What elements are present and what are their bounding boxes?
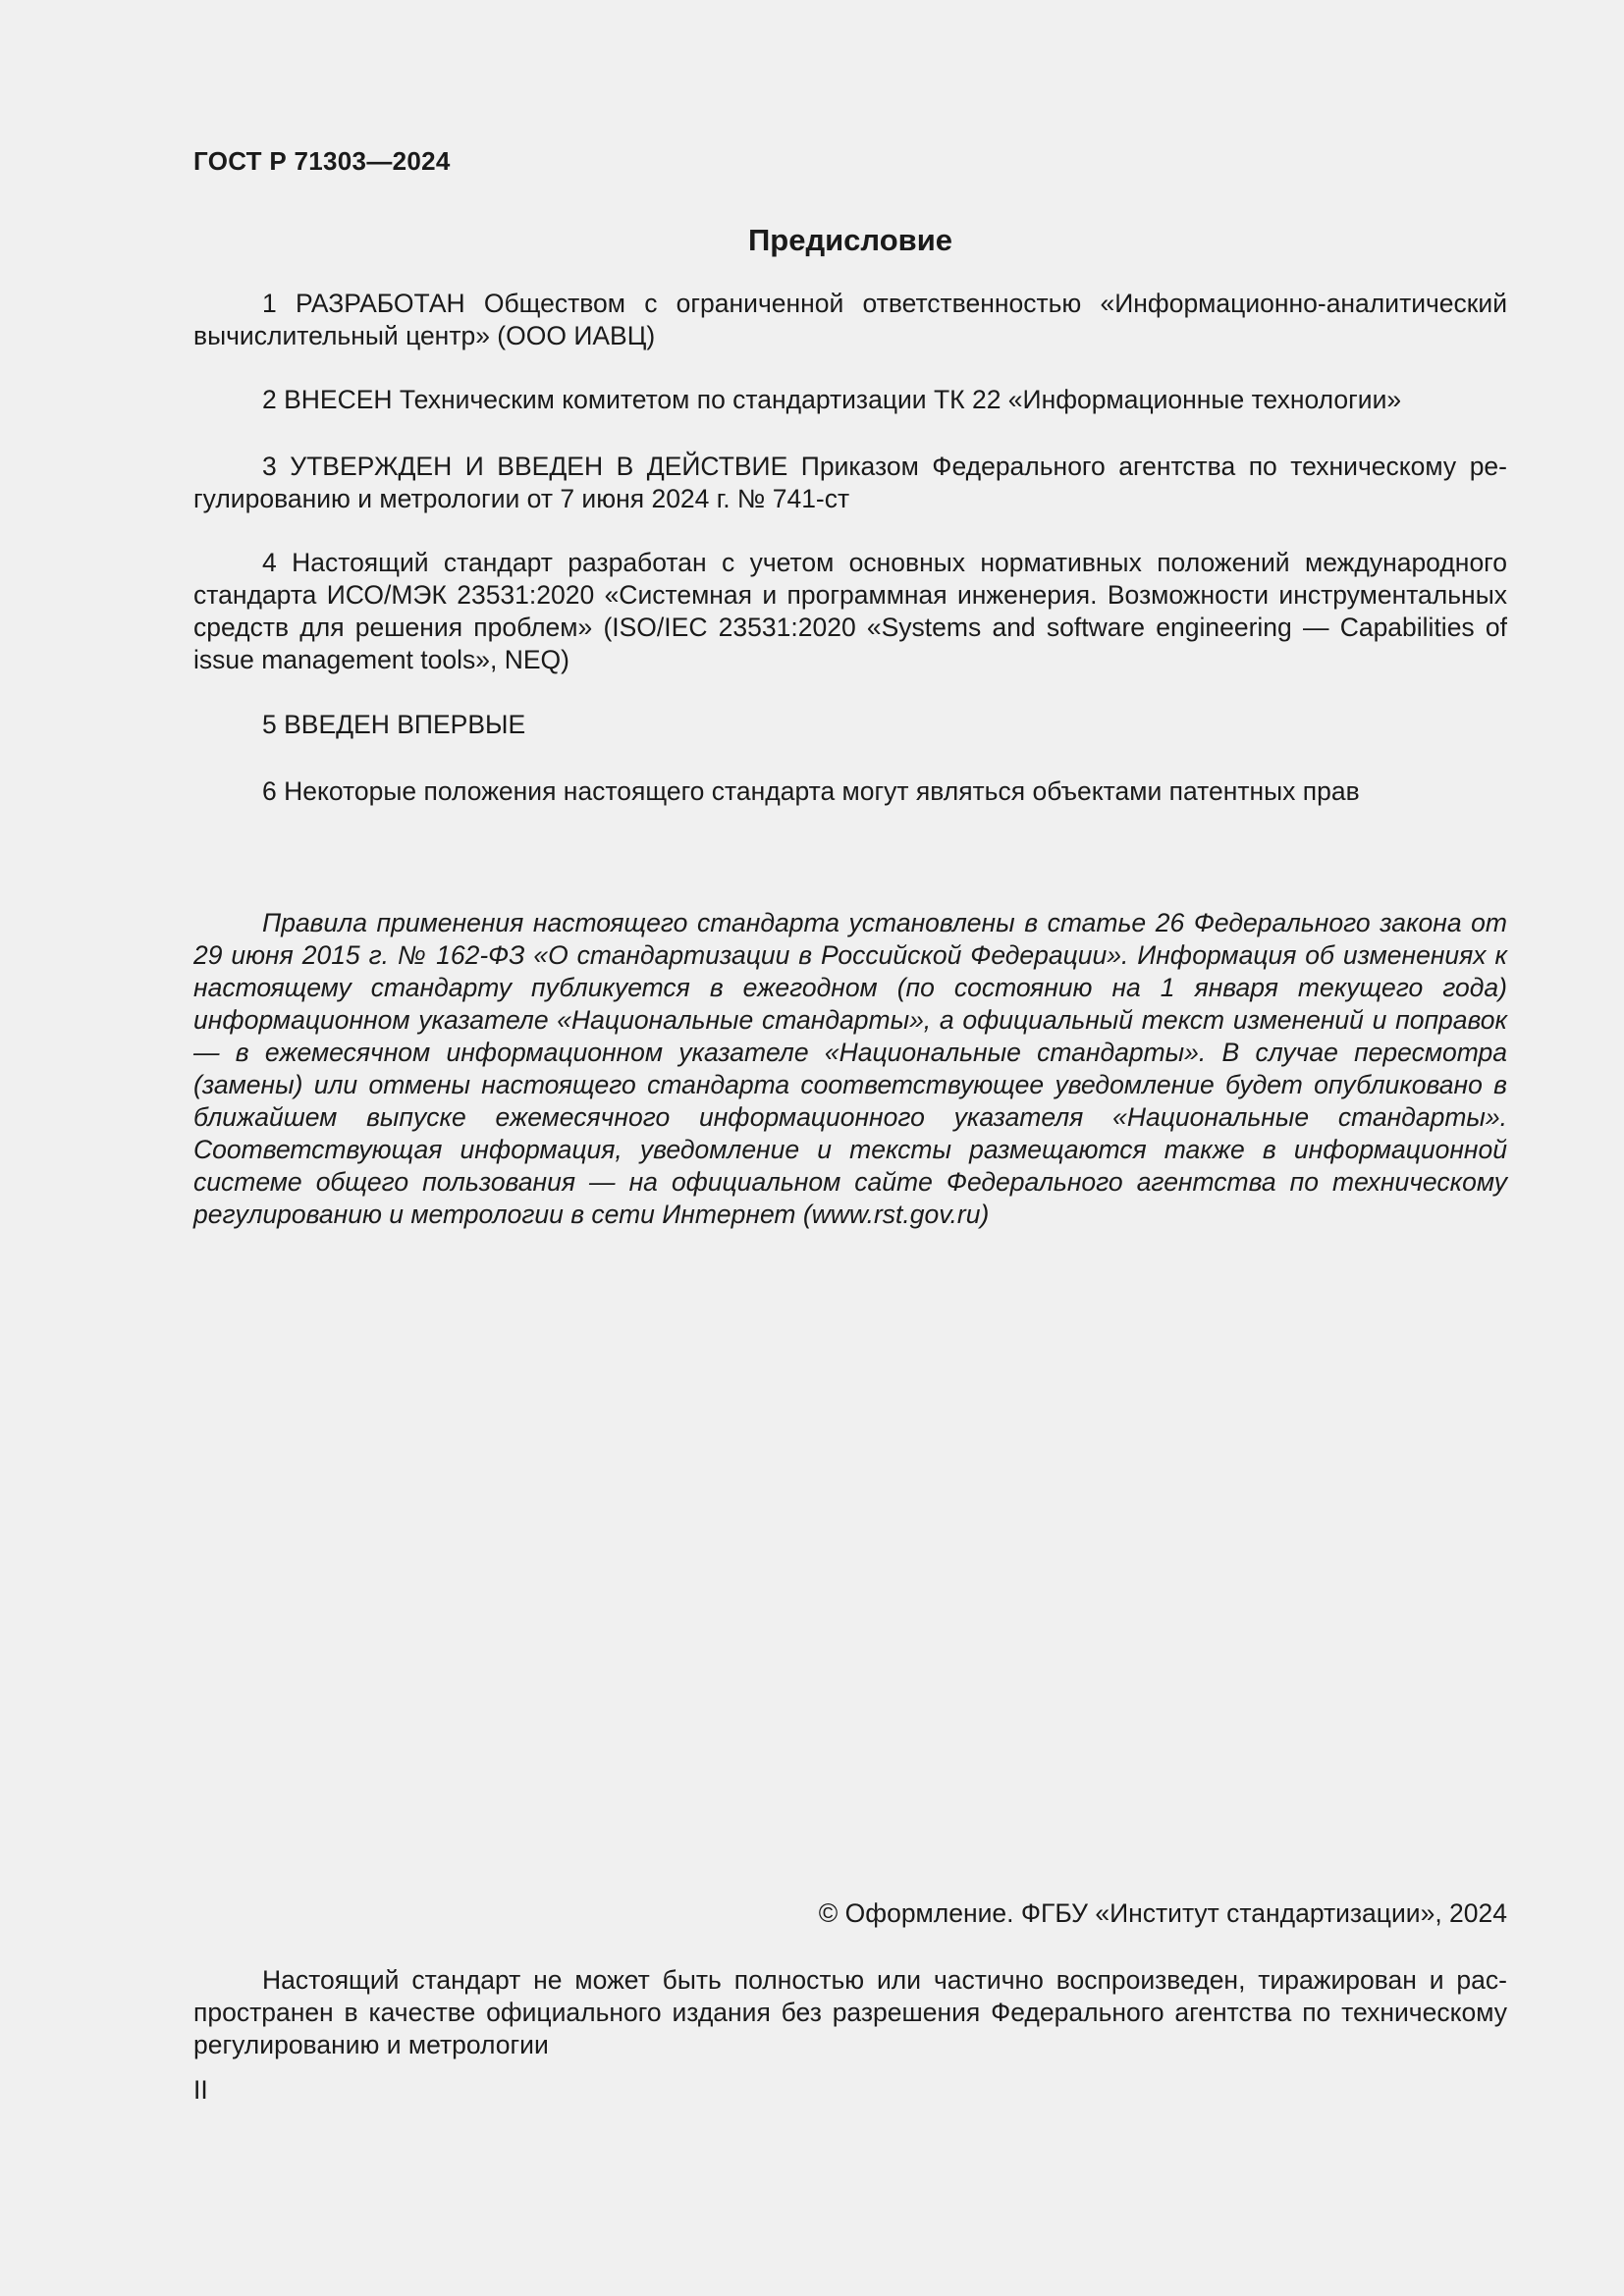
rules-note: Правила применения настоящего стандарта установлены в статье 26 Федерального закона от 29 июня 2015 г. № 162-ФЗ «О стандартизации в Российской Федерации». Информация об изменениях к настоящему стандарту публикуется в ежегодном (по состоянию на 1 января текущего года) информационном указателе «Национальные стандарты», а официальный текст изменений и поправок — в ежемесячном информационном указателе «Национальные стандарты». В случае пересмотра (замены) или отмены настоящего стандарта соответствующее уведомление будет опубликовано в ближайшем выпуске ежемесячного информационного указателя «Национальные стандарты». Соответствующая информация, уведомление и тексты размещаются также в информационной системе общего пользования — на официальном сайте Федерального агентства по техническому регулированию и метрологии в сети Интернет (www.rst.gov.ru) — [193, 908, 1507, 1229]
foreword-item-3: 3 УТВЕРЖДЕН И ВВЕДЕН В ДЕЙСТВИЕ Приказом Федерального агентства по техническому регулированию и метрологии от 7 июня 2024 г. № 741-ст — [193, 452, 1507, 513]
foreword-item-6: 6 Некоторые положения настоящего стандарта могут являться объектами патентных прав — [262, 776, 1360, 806]
page-title: Предисловие — [747, 223, 952, 257]
document-code: ГОСТ Р 71303—2024 — [193, 146, 451, 176]
page-number: II — [193, 2075, 208, 2105]
foreword-item-1: 1 РАЗРАБОТАН Обществом с ограниченной ответственностью «Информационно-аналитический вычислительный центр» (ООО ИАВЦ) — [193, 289, 1507, 350]
foreword-item-2: 2 ВНЕСЕН Техническим комитетом по стандартизации ТК 22 «Информационные технологии» — [262, 385, 1402, 414]
foreword-item-5: 5 ВВЕДЕН ВПЕРВЫЕ — [262, 710, 526, 739]
document-page — [193, 142, 1507, 2155]
reproduction-notice: Настоящий стандарт не может быть полностью или частично воспроизведен, тиражирован и распространен в качестве официального издания без разрешения Федерального агентства по техническому регулированию и метрологии — [193, 1965, 1507, 2059]
foreword-item-4: 4 Настоящий стандарт разработан с учетом основных нормативных положений международного стандарта ИСО/МЭК 23531:2020 «Системная и программная инженерия. Возможности инструментальных средств для решения проблем» (ISO/IEC 23531:2020 «Systems and software engineering — Capabilities of issue management tools», NEQ) — [193, 548, 1507, 674]
copyright-line: © Оформление. ФГБУ «Институт стандартизации», 2024 — [818, 1898, 1507, 1928]
